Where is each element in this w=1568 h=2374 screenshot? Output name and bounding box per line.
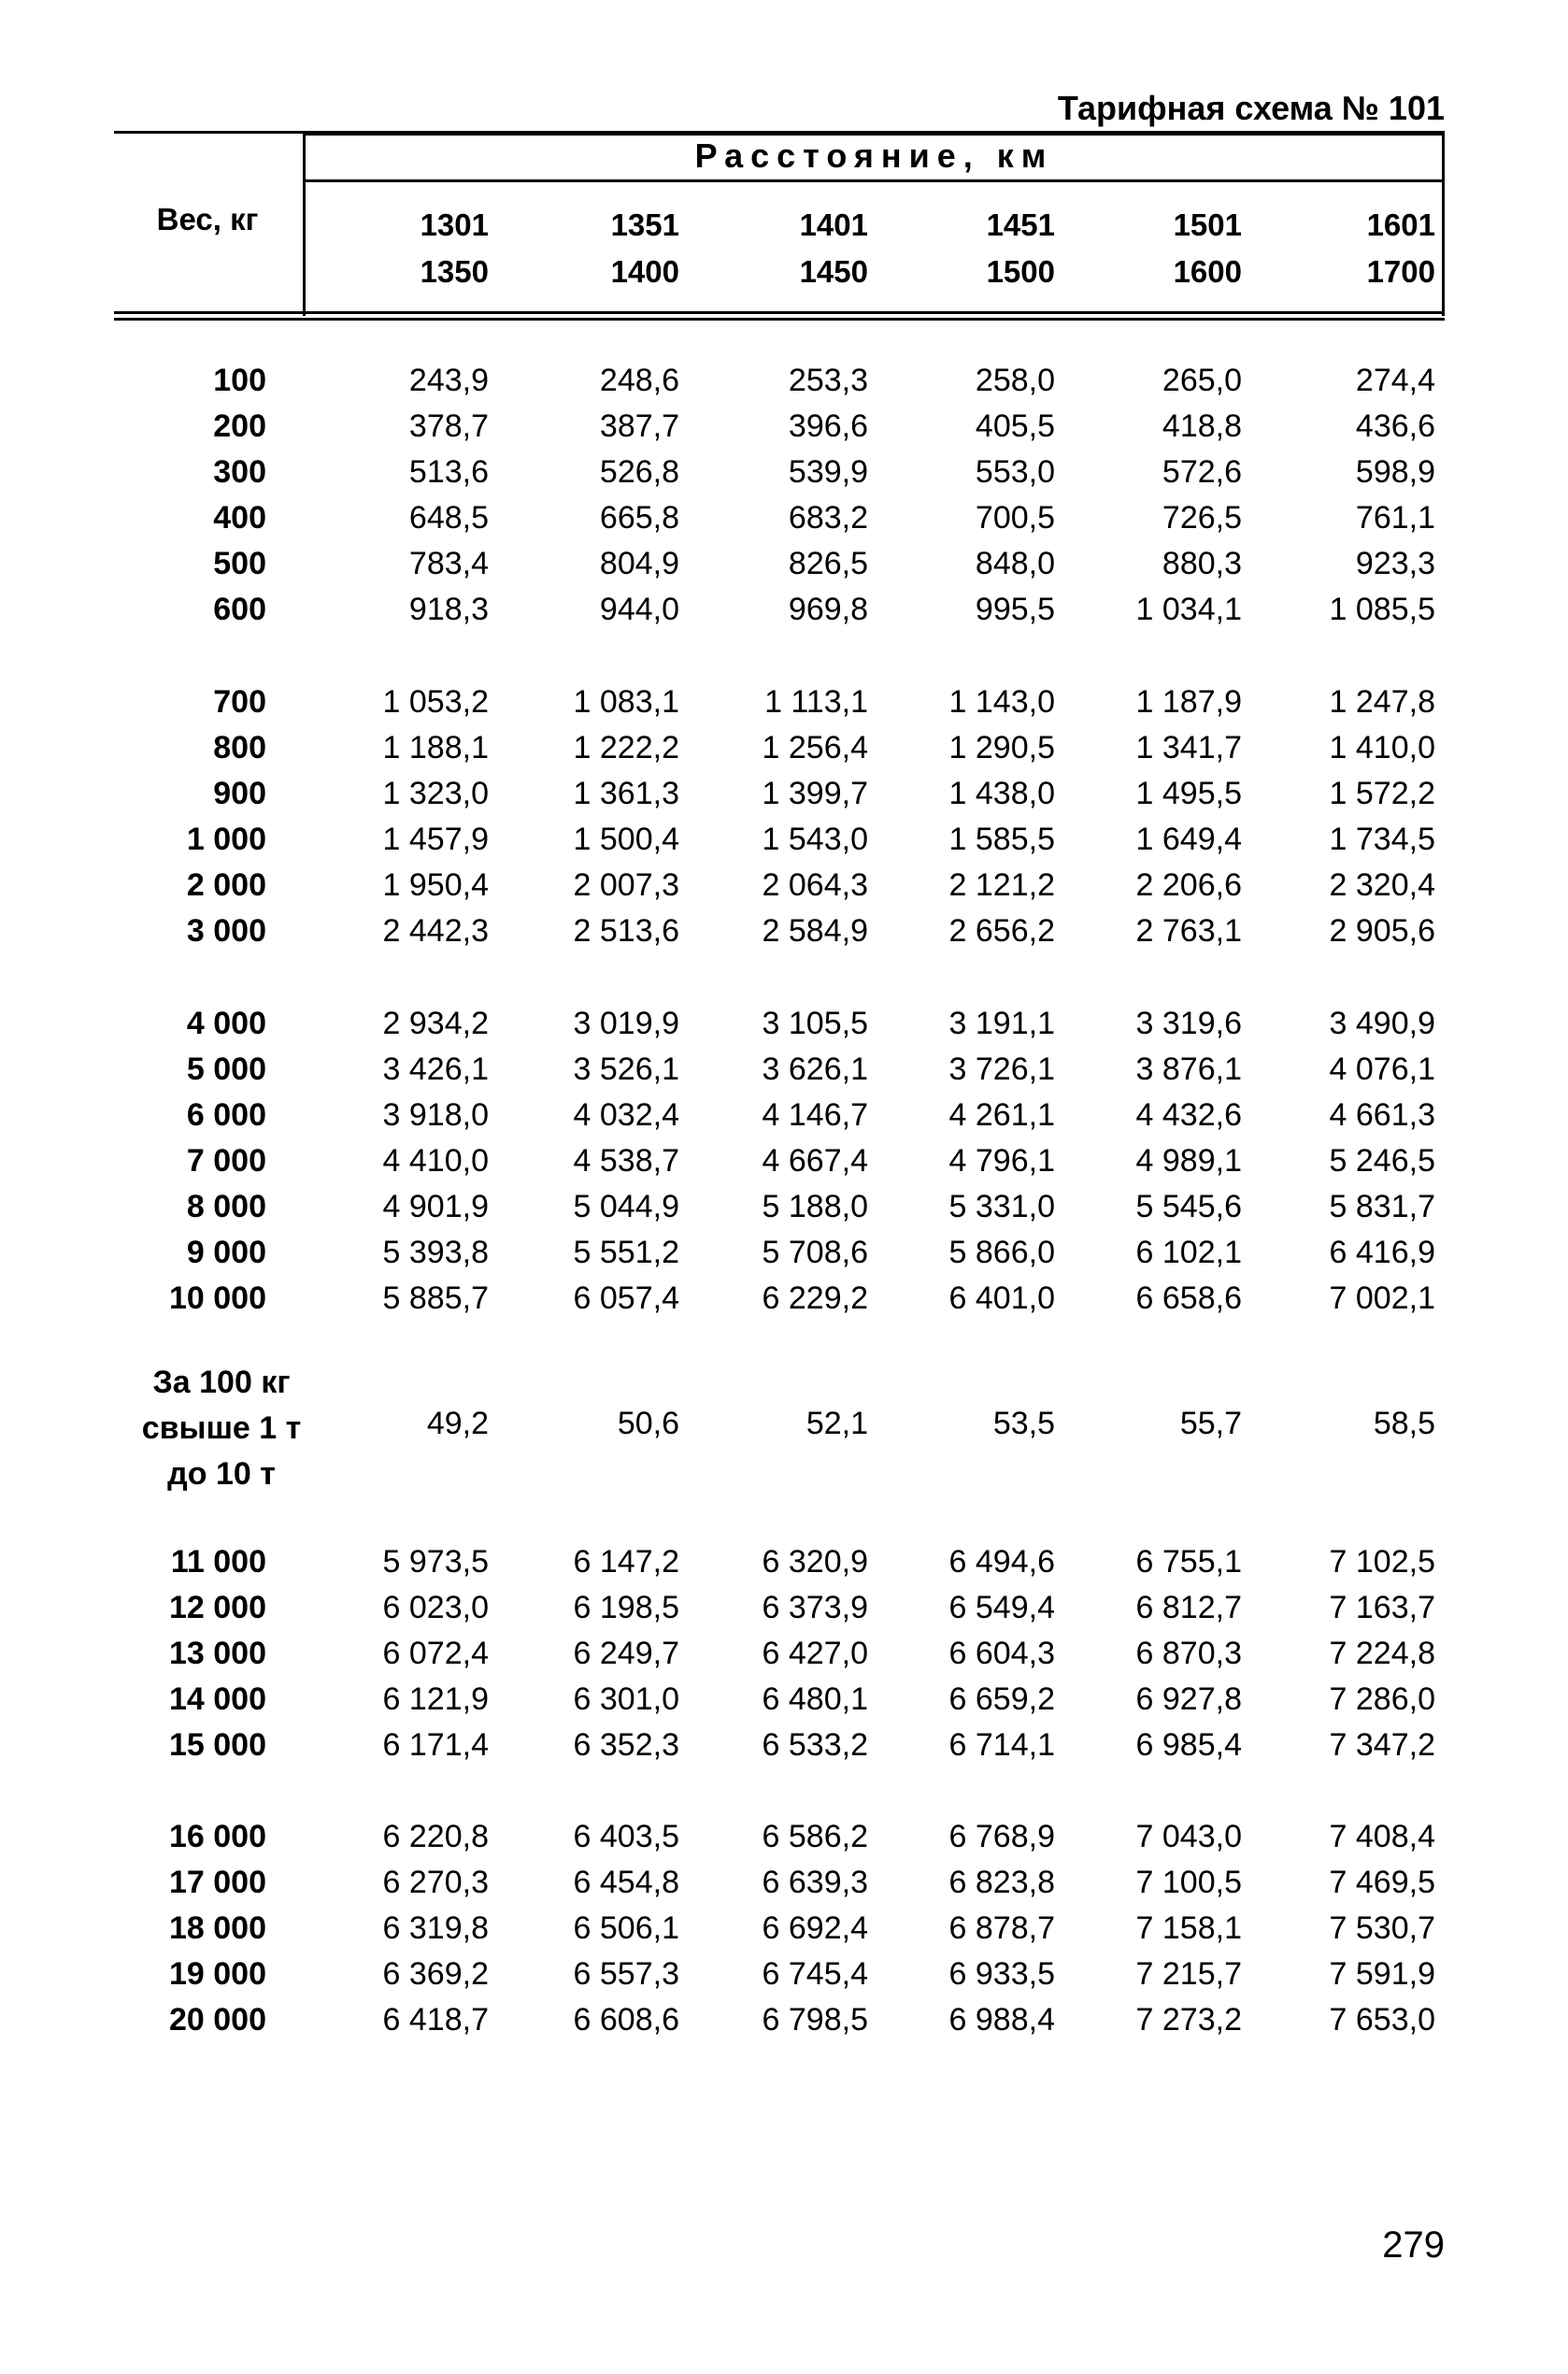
weight-cell: 16 000 bbox=[169, 1819, 266, 1854]
table-row bbox=[114, 730, 1445, 776]
tariff-cell: 6 270,3 bbox=[382, 1865, 489, 1900]
tariff-cell: 6 373,9 bbox=[762, 1590, 868, 1625]
table-row bbox=[114, 913, 1445, 959]
tariff-cell: 6 352,3 bbox=[573, 1727, 679, 1763]
distance-to: 1350 bbox=[420, 254, 489, 289]
tariff-cell: 5 188,0 bbox=[762, 1189, 868, 1224]
tariff-cell: 2 007,3 bbox=[573, 867, 679, 903]
header-bottom-rule-1 bbox=[114, 311, 1445, 314]
tariff-cell: 405,5 bbox=[975, 408, 1055, 444]
tariff-cell: 436,6 bbox=[1355, 408, 1435, 444]
table-row bbox=[114, 1235, 1445, 1280]
tariff-cell: 6 506,1 bbox=[573, 1910, 679, 1946]
tariff-cell: 6 229,2 bbox=[762, 1280, 868, 1316]
tariff-cell: 4 432,6 bbox=[1135, 1097, 1242, 1133]
tariff-cell: 7 158,1 bbox=[1135, 1910, 1242, 1946]
distance-to: 1450 bbox=[799, 254, 868, 289]
note-value: 55,7 bbox=[1179, 1406, 1242, 1441]
tariff-cell: 6 319,8 bbox=[382, 1910, 489, 1946]
distance-column-header bbox=[915, 202, 1055, 295]
tariff-cell: 7 408,4 bbox=[1329, 1819, 1435, 1854]
tariff-cell: 2 513,6 bbox=[573, 913, 679, 949]
table-row bbox=[114, 1097, 1445, 1143]
tariff-cell: 7 043,0 bbox=[1135, 1819, 1242, 1854]
tariff-cell: 3 490,9 bbox=[1329, 1006, 1435, 1041]
tariff-cell: 6 301,0 bbox=[573, 1681, 679, 1717]
tariff-cell: 1 543,0 bbox=[762, 822, 868, 857]
table-row bbox=[114, 1544, 1445, 1590]
tariff-cell: 6 494,6 bbox=[948, 1544, 1055, 1580]
weight-cell: 9 000 bbox=[186, 1235, 266, 1270]
tariff-cell: 6 416,9 bbox=[1329, 1235, 1435, 1270]
tariff-cell: 6 057,4 bbox=[573, 1280, 679, 1316]
distance-from: 1351 bbox=[610, 207, 679, 242]
tariff-cell: 1 290,5 bbox=[948, 730, 1055, 765]
weight-cell: 15 000 bbox=[169, 1727, 266, 1763]
tariff-cell: 648,5 bbox=[408, 500, 489, 536]
tariff-cell: 6 023,0 bbox=[382, 1590, 489, 1625]
tariff-cell: 6 755,1 bbox=[1135, 1544, 1242, 1580]
tariff-cell: 418,8 bbox=[1162, 408, 1242, 444]
note-value: 58,5 bbox=[1373, 1406, 1435, 1441]
distance-from: 1401 bbox=[799, 207, 868, 242]
table-row bbox=[114, 1956, 1445, 2002]
distance-from: 1601 bbox=[1366, 207, 1435, 242]
tariff-cell: 5 551,2 bbox=[573, 1235, 679, 1270]
tariff-cell: 6 639,3 bbox=[762, 1865, 868, 1900]
tariff-cell: 4 989,1 bbox=[1135, 1143, 1242, 1179]
tariff-cell: 848,0 bbox=[975, 546, 1055, 581]
tariff-cell: 539,9 bbox=[788, 454, 868, 490]
table-row bbox=[114, 1910, 1445, 1956]
tariff-cell: 5 331,0 bbox=[948, 1189, 1055, 1224]
tariff-cell: 396,6 bbox=[788, 408, 868, 444]
tariff-cell: 6 480,1 bbox=[762, 1681, 868, 1717]
tariff-cell: 265,0 bbox=[1162, 363, 1242, 398]
tariff-cell: 2 934,2 bbox=[382, 1006, 489, 1041]
tariff-cell: 2 763,1 bbox=[1135, 913, 1242, 949]
page-number: 279 bbox=[1382, 2224, 1445, 2266]
tariff-cell: 4 901,9 bbox=[382, 1189, 489, 1224]
table-row bbox=[114, 1819, 1445, 1865]
weight-cell: 10 000 bbox=[169, 1280, 266, 1316]
weight-cell: 18 000 bbox=[169, 1910, 266, 1946]
tariff-cell: 1 585,5 bbox=[948, 822, 1055, 857]
tariff-cell: 6 072,4 bbox=[382, 1636, 489, 1671]
table-row bbox=[114, 776, 1445, 822]
distance-to: 1600 bbox=[1173, 254, 1242, 289]
tariff-cell: 4 076,1 bbox=[1329, 1051, 1435, 1087]
tariff-cell: 4 146,7 bbox=[762, 1097, 868, 1133]
tariff-cell: 6 933,5 bbox=[948, 1956, 1055, 1992]
table-row bbox=[114, 363, 1445, 408]
table-row bbox=[114, 408, 1445, 454]
tariff-cell: 6 586,2 bbox=[762, 1819, 868, 1854]
tariff-cell: 6 608,6 bbox=[573, 2002, 679, 2038]
tariff-cell: 6 403,5 bbox=[573, 1819, 679, 1854]
tariff-cell: 253,3 bbox=[788, 363, 868, 398]
tariff-cell: 598,9 bbox=[1355, 454, 1435, 490]
table-row bbox=[114, 822, 1445, 867]
tariff-cell: 7 653,0 bbox=[1329, 2002, 1435, 2038]
tariff-cell: 6 659,2 bbox=[948, 1681, 1055, 1717]
tariff-cell: 1 188,1 bbox=[382, 730, 489, 765]
scheme-title: Тарифная схема № 101 bbox=[1057, 89, 1445, 127]
tariff-cell: 1 053,2 bbox=[382, 684, 489, 720]
distance-from: 1501 bbox=[1173, 207, 1242, 242]
tariff-cell: 553,0 bbox=[975, 454, 1055, 490]
tariff-cell: 6 102,1 bbox=[1135, 1235, 1242, 1270]
tariff-cell: 1 438,0 bbox=[948, 776, 1055, 811]
weight-header: Вес, кг bbox=[156, 202, 259, 236]
note-value: 49,2 bbox=[426, 1406, 489, 1441]
tariff-cell: 6 557,3 bbox=[573, 1956, 679, 1992]
tariff-cell: 6 220,8 bbox=[382, 1819, 489, 1854]
table-row bbox=[114, 867, 1445, 913]
tariff-cell: 1 457,9 bbox=[382, 822, 489, 857]
tariff-cell: 1 323,0 bbox=[382, 776, 489, 811]
tariff-cell: 6 812,7 bbox=[1135, 1590, 1242, 1625]
weight-cell: 4 000 bbox=[186, 1006, 266, 1041]
weight-cell: 2 000 bbox=[186, 867, 266, 903]
tariff-cell: 6 714,1 bbox=[948, 1727, 1055, 1763]
note-row-label bbox=[114, 1360, 329, 1497]
tariff-cell: 3 918,0 bbox=[382, 1097, 489, 1133]
tariff-cell: 4 661,3 bbox=[1329, 1097, 1435, 1133]
tariff-cell: 1 410,0 bbox=[1329, 730, 1435, 765]
note-label-line-1: За 100 кг bbox=[152, 1365, 291, 1400]
table-row bbox=[114, 1189, 1445, 1235]
table-row bbox=[114, 2002, 1445, 2048]
tariff-cell: 1 500,4 bbox=[573, 822, 679, 857]
tariff-cell: 6 533,2 bbox=[762, 1727, 868, 1763]
tariff-cell: 783,4 bbox=[408, 546, 489, 581]
distance-to: 1400 bbox=[610, 254, 679, 289]
weight-cell: 8 000 bbox=[186, 1189, 266, 1224]
tariff-cell: 6 823,8 bbox=[948, 1865, 1055, 1900]
distance-title: Расстояние, км bbox=[694, 136, 1054, 175]
tariff-cell: 1 734,5 bbox=[1329, 822, 1435, 857]
table-row bbox=[114, 1280, 1445, 1326]
distance-column-header bbox=[539, 202, 679, 295]
tariff-cell: 2 584,9 bbox=[762, 913, 868, 949]
tariff-cell: 2 656,2 bbox=[948, 913, 1055, 949]
tariff-cell: 3 726,1 bbox=[948, 1051, 1055, 1087]
tariff-cell: 6 454,8 bbox=[573, 1865, 679, 1900]
tariff-cell: 6 768,9 bbox=[948, 1819, 1055, 1854]
tariff-cell: 6 369,2 bbox=[382, 1956, 489, 1992]
table-row bbox=[114, 1865, 1445, 1910]
tariff-cell: 7 100,5 bbox=[1135, 1865, 1242, 1900]
tariff-cell: 3 191,1 bbox=[948, 1006, 1055, 1041]
tariff-cell: 944,0 bbox=[599, 592, 679, 627]
tariff-cell: 1 083,1 bbox=[573, 684, 679, 720]
tariff-cell: 5 866,0 bbox=[948, 1235, 1055, 1270]
weight-cell: 700 bbox=[213, 684, 266, 720]
tariff-cell: 6 171,4 bbox=[382, 1727, 489, 1763]
tariff-cell: 5 708,6 bbox=[762, 1235, 868, 1270]
tariff-cell: 6 198,5 bbox=[573, 1590, 679, 1625]
tariff-cell: 378,7 bbox=[408, 408, 489, 444]
tariff-cell: 804,9 bbox=[599, 546, 679, 581]
tariff-cell: 5 545,6 bbox=[1135, 1189, 1242, 1224]
tariff-cell: 1 113,1 bbox=[764, 684, 868, 720]
tariff-cell: 4 667,4 bbox=[762, 1143, 868, 1179]
note-label-line-3: до 10 т bbox=[167, 1456, 276, 1492]
header-bottom-rule-2 bbox=[114, 318, 1445, 321]
tariff-cell: 4 796,1 bbox=[948, 1143, 1055, 1179]
table-row bbox=[114, 546, 1445, 592]
tariff-cell: 1 399,7 bbox=[762, 776, 868, 811]
tariff-cell: 1 950,4 bbox=[382, 867, 489, 903]
weight-cell: 5 000 bbox=[186, 1051, 266, 1087]
tariff-cell: 5 973,5 bbox=[382, 1544, 489, 1580]
tariff-cell: 726,5 bbox=[1162, 500, 1242, 536]
weight-cell: 1 000 bbox=[186, 822, 266, 857]
weight-cell: 600 bbox=[213, 592, 266, 627]
tariff-cell: 5 831,7 bbox=[1329, 1189, 1435, 1224]
tariff-cell: 1 222,2 bbox=[573, 730, 679, 765]
distance-title-underline bbox=[304, 179, 1445, 182]
tariff-cell: 6 988,4 bbox=[948, 2002, 1055, 2038]
weight-cell: 3 000 bbox=[186, 913, 266, 949]
table-row bbox=[114, 1590, 1445, 1636]
note-value: 52,1 bbox=[805, 1406, 868, 1441]
tariff-cell: 3 876,1 bbox=[1135, 1051, 1242, 1087]
tariff-cell: 1 649,4 bbox=[1135, 822, 1242, 857]
tariff-cell: 1 085,5 bbox=[1329, 592, 1435, 627]
tariff-cell: 6 121,9 bbox=[382, 1681, 489, 1717]
tariff-cell: 923,3 bbox=[1355, 546, 1435, 581]
tariff-cell: 4 538,7 bbox=[573, 1143, 679, 1179]
tariff-cell: 7 224,8 bbox=[1329, 1636, 1435, 1671]
note-row bbox=[114, 1360, 1445, 1500]
tariff-cell: 248,6 bbox=[599, 363, 679, 398]
weight-cell: 7 000 bbox=[186, 1143, 266, 1179]
tariff-cell: 5 885,7 bbox=[382, 1280, 489, 1316]
weight-cell: 11 000 bbox=[170, 1544, 266, 1580]
tariff-cell: 2 905,6 bbox=[1329, 913, 1435, 949]
weight-cell: 900 bbox=[213, 776, 266, 811]
tariff-cell: 572,6 bbox=[1162, 454, 1242, 490]
tariff-cell: 683,2 bbox=[788, 500, 868, 536]
tariff-cell: 7 102,5 bbox=[1329, 1544, 1435, 1580]
tariff-cell: 3 019,9 bbox=[573, 1006, 679, 1041]
table-row bbox=[114, 592, 1445, 637]
tariff-cell: 1 495,5 bbox=[1135, 776, 1242, 811]
tariff-cell: 6 418,7 bbox=[382, 2002, 489, 2038]
tariff-cell: 995,5 bbox=[975, 592, 1055, 627]
weight-cell: 800 bbox=[213, 730, 266, 765]
tariff-cell: 5 246,5 bbox=[1329, 1143, 1435, 1179]
tariff-cell: 4 032,4 bbox=[573, 1097, 679, 1133]
table-row bbox=[114, 1727, 1445, 1773]
tariff-cell: 6 658,6 bbox=[1135, 1280, 1242, 1316]
tariff-cell: 7 002,1 bbox=[1329, 1280, 1435, 1316]
tariff-cell: 6 549,4 bbox=[948, 1590, 1055, 1625]
tariff-cell: 6 249,7 bbox=[573, 1636, 679, 1671]
weight-cell: 200 bbox=[213, 408, 266, 444]
tariff-cell: 880,3 bbox=[1162, 546, 1242, 581]
tariff-cell: 3 426,1 bbox=[382, 1051, 489, 1087]
tariff-cell: 1 341,7 bbox=[1135, 730, 1242, 765]
table-row bbox=[114, 1006, 1445, 1051]
tariff-cell: 3 105,5 bbox=[762, 1006, 868, 1041]
tariff-cell: 2 121,2 bbox=[948, 867, 1055, 903]
tariff-cell: 6 692,4 bbox=[762, 1910, 868, 1946]
tariff-cell: 6 985,4 bbox=[1135, 1727, 1242, 1763]
weight-cell: 100 bbox=[213, 363, 266, 398]
tariff-cell: 243,9 bbox=[408, 363, 489, 398]
tariff-cell: 1 361,3 bbox=[573, 776, 679, 811]
tariff-cell: 700,5 bbox=[975, 500, 1055, 536]
distance-column-header bbox=[349, 202, 489, 295]
table-row bbox=[114, 454, 1445, 500]
tariff-cell: 6 401,0 bbox=[948, 1280, 1055, 1316]
tariff-cell: 665,8 bbox=[599, 500, 679, 536]
tariff-cell: 6 320,9 bbox=[762, 1544, 868, 1580]
tariff-cell: 2 206,6 bbox=[1135, 867, 1242, 903]
table-row bbox=[114, 1636, 1445, 1681]
weight-cell: 13 000 bbox=[169, 1636, 266, 1671]
note-value: 50,6 bbox=[617, 1406, 679, 1441]
table-row bbox=[114, 684, 1445, 730]
tariff-cell: 2 320,4 bbox=[1329, 867, 1435, 903]
tariff-cell: 1 187,9 bbox=[1135, 684, 1242, 720]
tariff-cell: 969,8 bbox=[788, 592, 868, 627]
tariff-cell: 274,4 bbox=[1355, 363, 1435, 398]
tariff-cell: 918,3 bbox=[408, 592, 489, 627]
table-row bbox=[114, 1143, 1445, 1189]
table-row bbox=[114, 1051, 1445, 1097]
tariff-cell: 258,0 bbox=[975, 363, 1055, 398]
distance-from: 1451 bbox=[986, 207, 1055, 242]
tariff-cell: 1 143,0 bbox=[948, 684, 1055, 720]
distance-from: 1301 bbox=[420, 207, 489, 242]
tariff-cell: 7 286,0 bbox=[1329, 1681, 1435, 1717]
tariff-cell: 6 147,2 bbox=[573, 1544, 679, 1580]
tariff-cell: 6 927,8 bbox=[1135, 1681, 1242, 1717]
weight-cell: 300 bbox=[213, 454, 266, 490]
tariff-cell: 6 878,7 bbox=[948, 1910, 1055, 1946]
table-row bbox=[114, 1681, 1445, 1727]
tariff-cell: 4 261,1 bbox=[948, 1097, 1055, 1133]
tariff-cell: 7 530,7 bbox=[1329, 1910, 1435, 1946]
tariff-cell: 5 044,9 bbox=[573, 1189, 679, 1224]
tariff-cell: 7 591,9 bbox=[1329, 1956, 1435, 1992]
tariff-cell: 6 870,3 bbox=[1135, 1636, 1242, 1671]
weight-cell: 19 000 bbox=[169, 1956, 266, 1992]
tariff-cell: 3 526,1 bbox=[573, 1051, 679, 1087]
tariff-cell: 7 163,7 bbox=[1329, 1590, 1435, 1625]
tariff-cell: 3 626,1 bbox=[762, 1051, 868, 1087]
tariff-cell: 387,7 bbox=[599, 408, 679, 444]
tariff-cell: 7 273,2 bbox=[1135, 2002, 1242, 2038]
tariff-cell: 1 256,4 bbox=[762, 730, 868, 765]
tariff-cell: 7 215,7 bbox=[1135, 1956, 1242, 1992]
tariff-cell: 6 604,3 bbox=[948, 1636, 1055, 1671]
distance-to: 1500 bbox=[986, 254, 1055, 289]
weight-cell: 6 000 bbox=[186, 1097, 266, 1133]
tariff-cell: 6 427,0 bbox=[762, 1636, 868, 1671]
distance-column-header bbox=[1295, 202, 1435, 295]
distance-box-top-rule bbox=[304, 133, 1445, 136]
weight-cell: 12 000 bbox=[169, 1590, 266, 1625]
tariff-cell: 5 393,8 bbox=[382, 1235, 489, 1270]
tariff-cell: 7 469,5 bbox=[1329, 1865, 1435, 1900]
tariff-cell: 826,5 bbox=[788, 546, 868, 581]
tariff-cell: 7 347,2 bbox=[1329, 1727, 1435, 1763]
tariff-cell: 1 034,1 bbox=[1135, 592, 1242, 627]
weight-cell: 14 000 bbox=[169, 1681, 266, 1717]
tariff-cell: 526,8 bbox=[599, 454, 679, 490]
tariff-cell: 2 442,3 bbox=[382, 913, 489, 949]
tariff-cell: 3 319,6 bbox=[1135, 1006, 1242, 1041]
weight-cell: 20 000 bbox=[169, 2002, 266, 2038]
note-label-line-2: свыше 1 т bbox=[141, 1410, 302, 1446]
tariff-cell: 6 745,4 bbox=[762, 1956, 868, 1992]
table-row bbox=[114, 500, 1445, 546]
tariff-cell: 513,6 bbox=[408, 454, 489, 490]
distance-column-header bbox=[1102, 202, 1242, 295]
note-value: 53,5 bbox=[992, 1406, 1055, 1441]
tariff-cell: 761,1 bbox=[1355, 500, 1435, 536]
distance-to: 1700 bbox=[1366, 254, 1435, 289]
tariff-cell: 6 798,5 bbox=[762, 2002, 868, 2038]
weight-cell: 400 bbox=[213, 500, 266, 536]
tariff-cell: 1 572,2 bbox=[1329, 776, 1435, 811]
weight-cell: 500 bbox=[213, 546, 266, 581]
tariff-cell: 4 410,0 bbox=[382, 1143, 489, 1179]
tariff-cell: 2 064,3 bbox=[762, 867, 868, 903]
distance-column-header bbox=[728, 202, 868, 295]
tariff-cell: 1 247,8 bbox=[1329, 684, 1435, 720]
weight-cell: 17 000 bbox=[169, 1865, 266, 1900]
